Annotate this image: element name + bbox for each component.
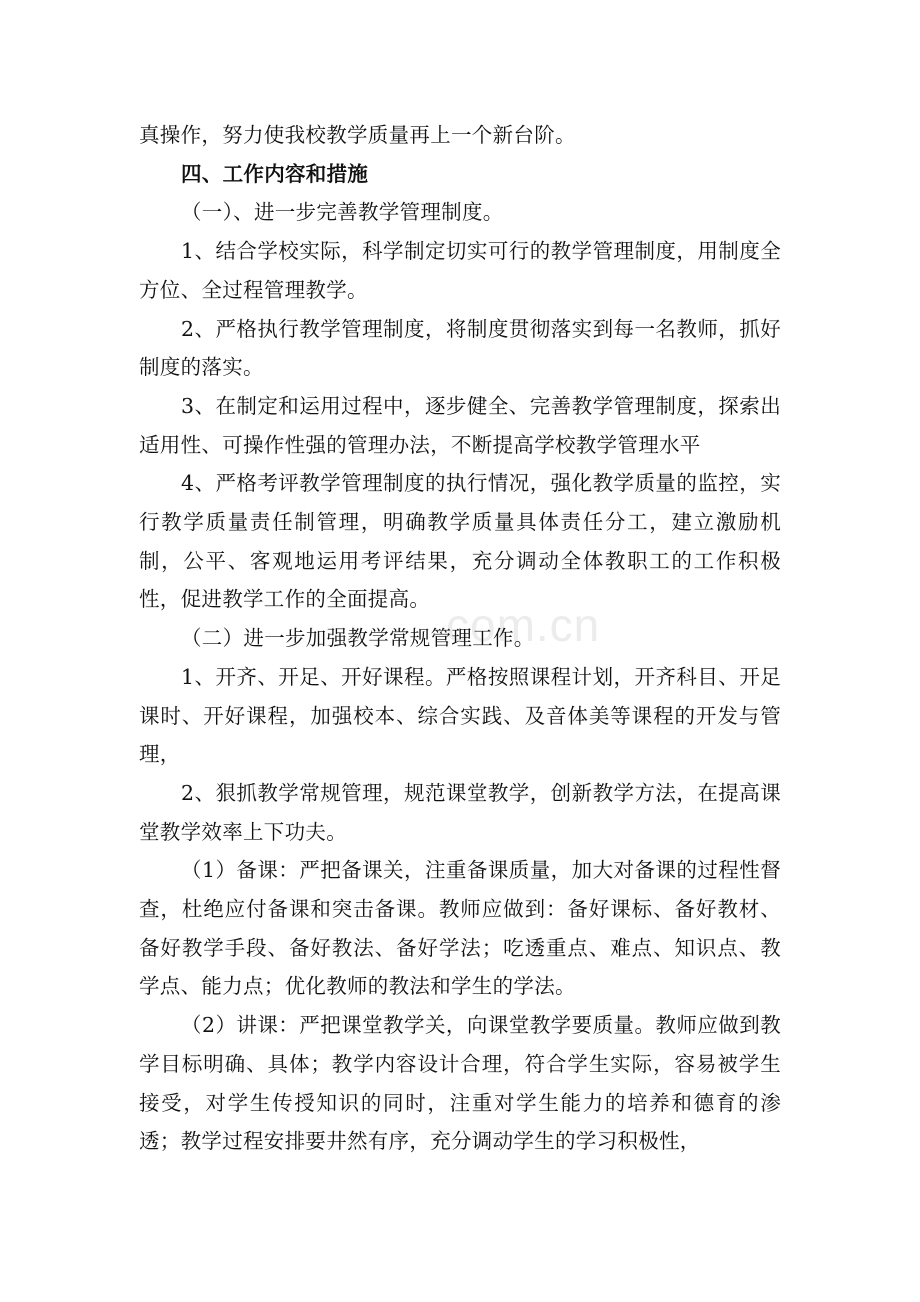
- watermark: com.cn: [446, 599, 601, 651]
- paragraph: 3、在制定和运用过程中，逐步健全、完善教学管理制度，探索出适用性、可操作性强的管理办法，不断提高学校教学管理水平: [139, 393, 781, 457]
- paragraph: （2）讲课：严把课堂教学关，向课堂教学要质量。教师应做到教学目标明确、具体；教学内容设计合理，符合学生实际，容易被学生接受，对学生传授知识的同时，注重对学生能力的培养和德育的渗透；教学过程安排要井然有序，充分调动学生的学习积极性，: [139, 1013, 781, 1154]
- paragraph: 2、狠抓教学常规管理，规范课堂教学，创新教学方法，在提高课堂教学效率上下功夫。: [139, 780, 781, 844]
- paragraph: （一）、进一步完善教学管理制度。: [181, 200, 504, 225]
- paragraph: 2、严格执行教学管理制度，将制度贯彻落实到每一名教师，抓好制度的落实。: [139, 316, 781, 380]
- paragraph: 1、开齐、开足、开好课程。严格按照课程计划，开齐科目、开足课时、开好课程，加强校本、综合实践、及音体美等课程的开发与管理，: [139, 664, 781, 767]
- paragraph: （二）进一步加强教学常规管理工作。: [181, 626, 535, 651]
- paragraph: 1、结合学校实际，科学制定切实可行的教学管理制度，用制度全方位、全过程管理教学。: [139, 239, 781, 302]
- paragraph: 4、严格考评教学管理制度的执行情况，强化教学质量的监控，实行教学质量责任制管理，明确教学质量具体责任分工，建立激励机制，公平、客观地运用考评结果，充分调动全体教职工的工作积极性，促进教学工作的全面提高。: [139, 471, 781, 612]
- document-body: [139, 116, 781, 1161]
- paragraph: （1）备课：严把备课关，注重备课质量，加大对备课的过程性督查，杜绝应付备课和突击备课。教师应做到：备好课标、备好教材、备好教学手段、备好教法、备好学法；吃透重点、难点、知识点、教学点、能力点；优化教师的教法和学生的学法。: [139, 858, 781, 999]
- paragraph: 真操作，努力使我校教学质量再上一个新台阶。: [139, 123, 576, 147]
- section-heading: 四、工作内容和措施: [181, 161, 369, 186]
